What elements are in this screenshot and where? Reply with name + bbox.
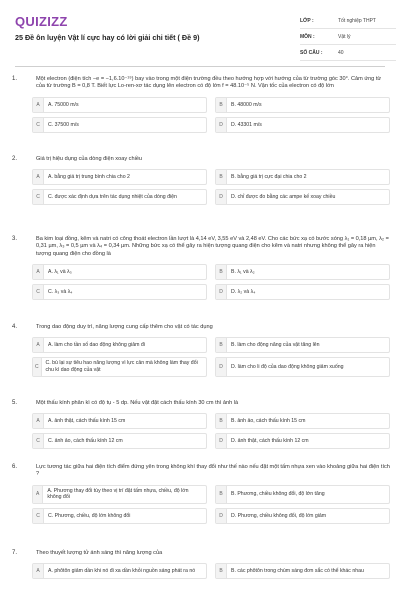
option-grid bbox=[32, 413, 390, 449]
option-text: B. λ₁ và λ₂ bbox=[231, 268, 255, 275]
option-letter: A bbox=[33, 338, 44, 352]
option-d[interactable] bbox=[215, 189, 390, 205]
option-letter: C bbox=[33, 285, 44, 299]
option-grid bbox=[32, 169, 390, 205]
question-text: Ba kim loại đồng, kẽm và natri có công thoát electron lần lượt là 4,14 eV, 3,55 eV và 2,48 eV. Cho các bức xạ có bước sóng λ₁ = 0,18 µm, λ₂ = 0,31 µm, λ₃ = 0,5 µm và λ₄ = 0,34 µm. Những bức xạ có thể gây ra hiện tượng quang điện cho kẽm và natri nhưng không thể gây ra hiện tượng quang điện cho đồng là bbox=[36, 236, 389, 257]
option-letter: C bbox=[33, 118, 44, 132]
option-letter: B bbox=[216, 170, 227, 184]
question-text: Trong dao động duy trì, năng lượng cung cấp thêm cho vật có tác dụng bbox=[36, 324, 213, 330]
option-letter: D bbox=[216, 190, 227, 204]
option-a[interactable] bbox=[32, 485, 207, 504]
option-text: D. ảnh thật, cách thấu kính 12 cm bbox=[231, 438, 309, 445]
option-text: D. làm cho li độ của dao động không giảm xuống bbox=[231, 363, 344, 370]
option-d[interactable] bbox=[215, 508, 390, 524]
option-c[interactable] bbox=[32, 189, 207, 205]
question-text: Một thấu kính phân kì có độ tụ - 5 dp. Nếu vật đặt cách thấu kính 30 cm thì ảnh là bbox=[36, 400, 239, 406]
option-letter: D bbox=[216, 434, 227, 448]
question-number: 1. bbox=[12, 76, 18, 82]
option-b[interactable] bbox=[215, 264, 390, 280]
option-letter: D bbox=[216, 285, 227, 299]
option-text: A. 75000 m/s bbox=[48, 101, 79, 108]
option-text: C. bù lại sự tiêu hao năng lượng vì lực cản mà không làm thay đổi chu kì dao động của vật bbox=[45, 360, 198, 373]
question-list bbox=[0, 76, 400, 579]
option-c[interactable] bbox=[32, 357, 207, 376]
worksheet-header bbox=[0, 0, 400, 62]
worksheet-title: 25 Đề ôn luyện Vật lí cực hay có lời giải chi tiết ( Đề 9) bbox=[15, 33, 200, 42]
option-letter: B bbox=[216, 486, 227, 503]
option-letter: C bbox=[33, 434, 44, 448]
question-2 bbox=[10, 156, 390, 236]
option-c[interactable] bbox=[32, 508, 207, 524]
option-grid bbox=[32, 485, 390, 524]
option-letter: D bbox=[216, 118, 227, 132]
option-letter: B bbox=[216, 98, 227, 112]
question-number: 4. bbox=[12, 324, 18, 330]
question-number: 7. bbox=[12, 550, 18, 556]
option-grid bbox=[32, 337, 390, 376]
option-a[interactable] bbox=[32, 169, 207, 185]
meta-value: 40 bbox=[338, 49, 344, 56]
option-text: B. làm cho động năng của vật tăng lên bbox=[231, 342, 320, 349]
option-letter: A bbox=[33, 414, 44, 428]
option-d[interactable] bbox=[215, 284, 390, 300]
option-text: D. 43301 m/s bbox=[231, 121, 262, 128]
meta-row-class bbox=[300, 13, 396, 29]
option-c[interactable] bbox=[32, 284, 207, 300]
option-letter: B bbox=[216, 564, 227, 578]
option-d[interactable] bbox=[215, 117, 390, 133]
option-text: A. ảnh thật, cách thấu kính 15 cm bbox=[48, 418, 126, 425]
option-text: B. 48000 m/s bbox=[231, 101, 262, 108]
meta-key: MÔN : bbox=[300, 33, 315, 40]
meta-panel bbox=[300, 13, 396, 61]
question-number: 6. bbox=[12, 464, 18, 470]
option-text: D. chỉ được đo bằng các ampe kế xoay chiều bbox=[231, 194, 336, 201]
option-a[interactable] bbox=[32, 337, 207, 353]
option-letter: B bbox=[216, 414, 227, 428]
question-number: 2. bbox=[12, 156, 18, 162]
option-b[interactable] bbox=[215, 97, 390, 113]
option-b[interactable] bbox=[215, 563, 390, 579]
option-letter: D bbox=[216, 509, 227, 523]
question-5 bbox=[10, 400, 390, 464]
meta-key: LỚP : bbox=[300, 17, 314, 24]
question-3 bbox=[10, 236, 390, 324]
option-text: A. bằng giá trị trung bình chia cho 2 bbox=[48, 174, 130, 181]
option-text: C. Phương, chiều, độ lớn không đổi bbox=[48, 512, 131, 519]
meta-key: SỐ CÂU : bbox=[300, 49, 323, 56]
option-b[interactable] bbox=[215, 413, 390, 429]
option-c[interactable] bbox=[32, 117, 207, 133]
option-grid bbox=[32, 97, 390, 133]
option-letter: A bbox=[33, 564, 44, 578]
option-a[interactable] bbox=[32, 264, 207, 280]
option-letter: A bbox=[33, 265, 44, 279]
option-letter: B bbox=[216, 338, 227, 352]
question-7 bbox=[10, 550, 390, 579]
question-text: Lực tương tác giữa hai điện tích điểm đứng yên trong không khí thay đổi như thế nào nếu đặt một tấm nhựa xen vào khoảng giữa hai điện tích ? bbox=[36, 464, 390, 478]
option-text: A. phôtôn giảm dần khi nó đi xa dần khỏi nguồn sáng phát ra nó bbox=[48, 568, 196, 575]
question-4 bbox=[10, 324, 390, 400]
question-text: Một electron (điện tích −e = −1,6.10⁻¹⁹) bay vào trong một điện trường đều theo hướng hợp với hướng của từ trường góc 30°. Cảm ứng từ của từ trường B = 0,8 T. Biết lực Lo-ren-xơ tác dụng lên electron có độ lớn f = 48.10⁻⁵ N. Vận tốc của electron có độ lớn bbox=[36, 76, 382, 90]
option-b[interactable] bbox=[215, 169, 390, 185]
option-a[interactable] bbox=[32, 413, 207, 429]
option-letter: C bbox=[33, 358, 42, 375]
question-6 bbox=[10, 464, 390, 550]
option-text: C. λ₃ và λ₄ bbox=[48, 288, 73, 295]
option-text: A. Phương thay đổi tùy theo vị trí đặt tấm nhựa, chiều, độ lớn không đổi bbox=[47, 487, 189, 501]
option-b[interactable] bbox=[215, 337, 390, 353]
meta-value: Tốt nghiệp THPT bbox=[338, 17, 376, 24]
meta-row-subject bbox=[300, 29, 396, 45]
option-b[interactable] bbox=[215, 485, 390, 504]
option-letter: A bbox=[33, 98, 44, 112]
question-1 bbox=[10, 76, 390, 156]
option-letter: C bbox=[33, 509, 44, 523]
option-text: D. Phương, chiều không đổi, độ lớn giảm bbox=[231, 512, 327, 519]
option-a[interactable] bbox=[32, 563, 207, 579]
question-text: Theo thuyết lượng tử ánh sáng thì năng lượng của bbox=[36, 550, 163, 556]
option-c[interactable] bbox=[32, 433, 207, 449]
header-divider bbox=[15, 66, 385, 67]
option-letter: A bbox=[33, 486, 43, 503]
option-grid bbox=[32, 264, 390, 300]
option-letter: C bbox=[33, 190, 44, 204]
option-d[interactable] bbox=[215, 357, 390, 376]
option-a[interactable] bbox=[32, 97, 207, 113]
option-text: B. Phương, chiều không đổi, độ lớn tăng bbox=[231, 491, 325, 498]
option-letter: A bbox=[33, 170, 44, 184]
question-text: Giá trị hiệu dụng của dòng điện xoay chiều bbox=[36, 156, 143, 162]
option-grid bbox=[32, 563, 390, 579]
meta-value: Vật lý bbox=[338, 33, 351, 40]
quizizz-logo: QUIZIZZ bbox=[15, 14, 68, 29]
option-letter: D bbox=[216, 358, 227, 375]
option-text: C. 37500 m/s bbox=[48, 121, 79, 128]
question-number: 5. bbox=[12, 400, 18, 406]
question-number: 3. bbox=[12, 236, 18, 242]
option-text: C. được xác định dựa trên tác dụng nhiệt của dòng điện bbox=[48, 194, 177, 201]
option-text: A. làm cho tần số dao động không giảm đi bbox=[48, 342, 145, 349]
option-text: B. bằng giá trị cực đại chia cho 2 bbox=[231, 174, 307, 181]
option-text: A. λ₁ và λ₃ bbox=[48, 268, 72, 275]
option-text: B. các phôtôn trong chùm sáng đơn sắc có thể khác nhau bbox=[231, 568, 364, 575]
option-text: B. ảnh ảo, cách thấu kính 15 cm bbox=[231, 418, 306, 425]
meta-row-question-count bbox=[300, 45, 396, 61]
option-text: D. λ₂ và λ₄ bbox=[231, 288, 256, 295]
option-text: C. ảnh ảo, cách thấu kính 12 cm bbox=[48, 438, 123, 445]
option-letter: B bbox=[216, 265, 227, 279]
option-d[interactable] bbox=[215, 433, 390, 449]
